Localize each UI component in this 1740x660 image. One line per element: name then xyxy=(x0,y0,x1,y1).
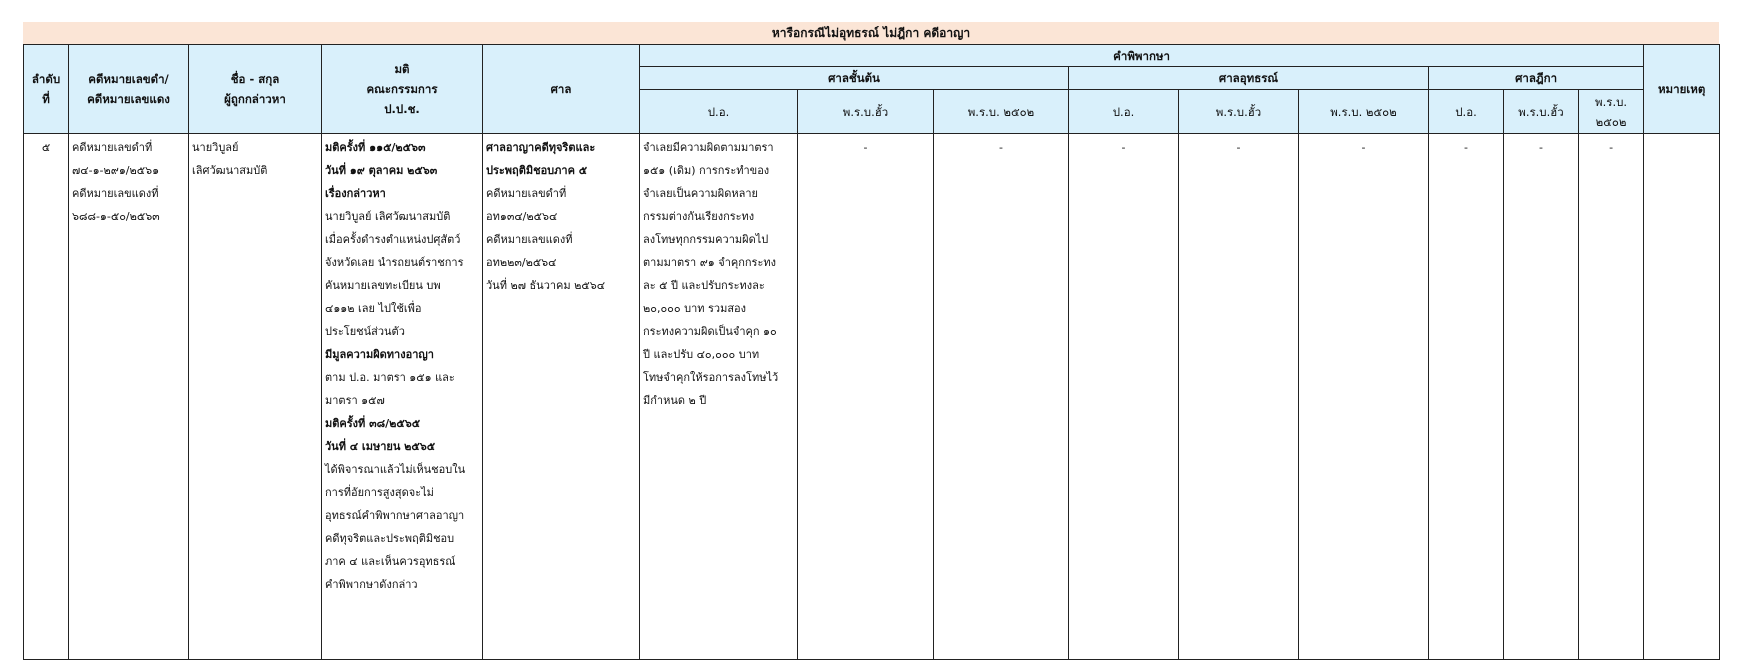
judgment-line: ตามมาตรา ๙๑ จำคุกกระทง xyxy=(643,256,776,269)
resolution-line: วันที่ ๔ เมษายน ๒๕๖๕ xyxy=(325,440,436,453)
court-line: อท๒๒๓/๒๕๖๔ xyxy=(486,256,557,269)
judgment-line: โทษจำคุกให้รอการลงโทษไว้ xyxy=(643,371,779,384)
resolution-line: มีมูลความผิดทางอาญา xyxy=(325,348,434,361)
resolution-line: มาตรา ๑๕๗ xyxy=(325,394,385,407)
judgment-line: ลงโทษทุกกรรมความผิดไป xyxy=(643,233,769,246)
header-appeal-prb-hua: พ.ร.บ.ฮั้ว xyxy=(1179,90,1299,134)
judgment-line: มีกำหนด ๒ ปี xyxy=(643,394,707,407)
header-appeal-po: ป.อ. xyxy=(1069,90,1179,134)
resolution-line: จังหวัดเลย นำรถยนต์ราชการ xyxy=(325,256,464,269)
cell-remarks xyxy=(1644,134,1720,660)
header-remarks: หมายเหตุ xyxy=(1644,45,1720,134)
sheet-title: หารือกรณีไม่อุทธรณ์ ไม่ฎีกา คดีอาญา xyxy=(23,22,1719,44)
header-court-supreme: ศาลฎีกา xyxy=(1429,67,1644,90)
resolution-line: คดีทุจริตและประพฤติมิชอบ xyxy=(325,532,455,545)
judgment-line: ๑๕๑ (เดิม) การกระทำของ xyxy=(643,164,770,177)
cell-first-prb-2502: - xyxy=(934,134,1069,660)
judgment-line: กรรมต่างกันเรียงกระทง xyxy=(643,210,755,223)
header-supreme-prb-hua: พ.ร.บ.ฮั้ว xyxy=(1504,90,1579,134)
header-case-no: คดีหมายเลขดำ/ คดีหมายเลขแดง xyxy=(69,45,189,134)
resolution-line: เมื่อครั้งดำรงตำแหน่งปศุสัตว์ xyxy=(325,233,461,246)
judgment-line: กระทงความผิดเป็นจำคุก ๑๐ xyxy=(643,325,777,338)
document-sheet xyxy=(23,22,1719,660)
cell-first-po xyxy=(640,134,798,660)
resolution-line: ได้พิจารณาแล้วไม่เห็นชอบใน xyxy=(325,463,466,476)
cell-court xyxy=(483,134,640,660)
header-supreme-po: ป.อ. xyxy=(1429,90,1504,134)
header-court-appeal: ศาลอุทธรณ์ xyxy=(1069,67,1429,90)
judgment-line: ๒๐,๐๐๐ บาท รวมสอง xyxy=(643,302,747,315)
cell-appeal-prb-2502: - xyxy=(1299,134,1429,660)
cell-case-no: คดีหมายเลขดำที่ ๗๔-๑-๒๙๑/๒๕๖๑ คดีหมายเลขแดงที่ ๖๘๘-๑-๕๐/๒๕๖๓ xyxy=(69,134,189,660)
resolution-line: มติครั้งที่ ๓๘/๒๕๖๕ xyxy=(325,417,421,430)
cell-resolution xyxy=(322,134,483,660)
resolution-line: นายวิบูลย์ เลิศวัฒนาสมบัติ xyxy=(325,210,451,223)
resolution-line: ประโยชน์ส่วนตัว xyxy=(325,325,405,338)
header-first-po: ป.อ. xyxy=(640,90,798,134)
court-line: ประพฤติมิชอบภาค ๕ xyxy=(486,164,588,177)
header-court: ศาล xyxy=(483,45,640,134)
cell-supreme-prb-hua: - xyxy=(1504,134,1579,660)
header-accused-name: ชื่อ - สกุล ผู้ถูกกล่าวหา xyxy=(189,45,322,134)
resolution-line: อุทธรณ์คำพิพากษาศาลอาญา xyxy=(325,509,465,522)
cell-no: ๕ xyxy=(24,134,69,660)
resolution-line: เรื่องกล่าวหา xyxy=(325,187,386,200)
court-line: คดีหมายเลขแดงที่ xyxy=(486,233,573,246)
court-line: วันที่ ๒๗ ธันวาคม ๒๕๖๔ xyxy=(486,279,606,292)
case-table xyxy=(23,44,1720,660)
header-resolution: มติ คณะกรรมการ ป.ป.ช. xyxy=(322,45,483,134)
resolution-line: คันหมายเลขทะเบียน บพ xyxy=(325,279,441,292)
judgment-line: ปี และปรับ ๔๐,๐๐๐ บาท xyxy=(643,348,760,361)
cell-appeal-prb-hua: - xyxy=(1179,134,1299,660)
cell-first-prb-hua: - xyxy=(798,134,934,660)
resolution-line: การที่อัยการสูงสุดจะไม่ xyxy=(325,486,434,499)
court-line: ศาลอาญาคดีทุจริตและ xyxy=(486,141,596,154)
judgment-line: จำเลยเป็นความผิดหลาย xyxy=(643,187,758,200)
resolution-line: มติครั้งที่ ๑๑๕/๒๕๖๓ xyxy=(325,141,426,154)
header-first-prb-hua: พ.ร.บ.ฮั้ว xyxy=(798,90,934,134)
header-appeal-prb-2502: พ.ร.บ. ๒๕๐๒ xyxy=(1299,90,1429,134)
cell-supreme-po: - xyxy=(1429,134,1504,660)
resolution-line: ตาม ป.อ. มาตรา ๑๕๑ และ xyxy=(325,371,455,384)
resolution-line: วันที่ ๑๙ ตุลาคม ๒๕๖๓ xyxy=(325,164,438,177)
cell-supreme-prb-2502: - xyxy=(1579,134,1644,660)
header-judgment: คำพิพากษา xyxy=(640,45,1644,67)
resolution-line: คำพิพากษาดังกล่าว xyxy=(325,578,418,591)
judgment-line: ละ ๕ ปี และปรับกระทงละ xyxy=(643,279,765,292)
resolution-line: ภาค ๔ และเห็นควรอุทธรณ์ xyxy=(325,555,456,568)
table-row xyxy=(24,134,1720,660)
court-line: คดีหมายเลขดำที่ xyxy=(486,187,567,200)
cell-appeal-po: - xyxy=(1069,134,1179,660)
resolution-line: ๔๑๑๒ เลย ไปใช้เพื่อ xyxy=(325,302,422,315)
cell-accused-name: นายวิบูลย์ เลิศวัฒนาสมบัติ xyxy=(189,134,322,660)
header-court-first: ศาลชั้นต้น xyxy=(640,67,1069,90)
header-supreme-prb-2502: พ.ร.บ. ๒๕๐๒ xyxy=(1579,90,1644,134)
header-no: ลำดับ ที่ xyxy=(24,45,69,134)
judgment-line: จำเลยมีความผิดตามมาตรา xyxy=(643,141,774,154)
court-line: อท๑๓๔/๒๕๖๔ xyxy=(486,210,558,223)
header-first-prb-2502: พ.ร.บ. ๒๕๐๒ xyxy=(934,90,1069,134)
